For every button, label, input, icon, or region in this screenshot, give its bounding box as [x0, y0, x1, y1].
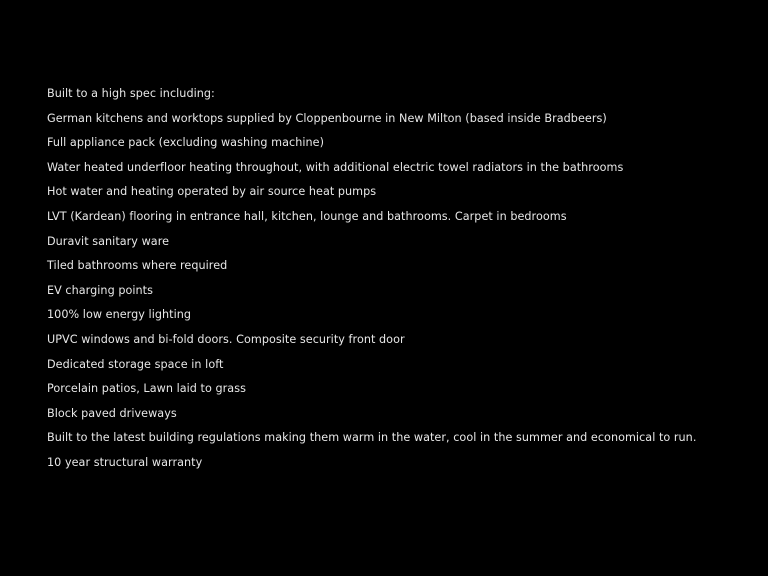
spec-item-sanitary-ware: Duravit sanitary ware [47, 234, 170, 248]
spec-item-windows-doors: UPVC windows and bi-fold doors. Composite security front door [47, 332, 405, 346]
spec-item-heat-pumps: Hot water and heating operated by air source heat pumps [47, 185, 377, 199]
spec-item-loft-storage: Dedicated storage space in loft [47, 357, 224, 371]
spec-item-appliances: Full appliance pack (excluding washing machine) [47, 136, 324, 150]
spec-item-ev-charging: EV charging points [47, 283, 153, 297]
spec-item-flooring: LVT (Kardean) flooring in entrance hall, kitchen, lounge and bathrooms. Carpet in bedrooms [47, 209, 567, 223]
spec-item-kitchens: German kitchens and worktops supplied by Cloppenbourne in New Milton (based inside Bradbeers) [47, 111, 607, 125]
spec-item-building-regulations: Built to the latest building regulations making them warm in the water, cool in the summer and economical to run. [47, 431, 697, 445]
spec-item-driveways: Block paved driveways [47, 406, 177, 420]
spec-item-warranty: 10 year structural warranty [47, 455, 203, 469]
spec-item-underfloor-heating: Water heated underfloor heating throughout, with additional electric towel radiators in the bathrooms [47, 160, 624, 174]
spec-heading: Built to a high spec including: [47, 87, 215, 100]
spec-item-tiled-bathrooms: Tiled bathrooms where required [47, 259, 228, 273]
spec-item-patios: Porcelain patios, Lawn laid to grass [47, 382, 246, 396]
spec-list [47, 86, 747, 480]
spec-item-lighting: 100% low energy lighting [47, 308, 192, 322]
